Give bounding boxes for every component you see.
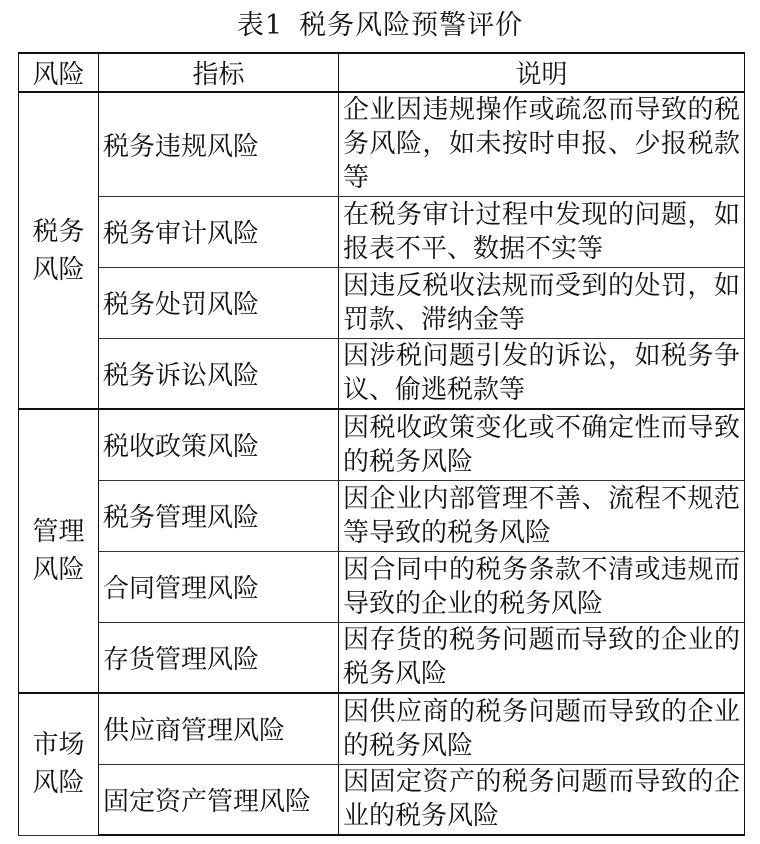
risk-table — [18, 52, 745, 836]
description-cell: 因涉税问题引发的诉讼，如税务争议、偷逃税款等 — [339, 338, 745, 409]
description-cell: 因供应商的税务问题而导致的企业的税务风险 — [339, 693, 745, 764]
table-row — [19, 764, 745, 835]
header-indicator: 指标 — [99, 53, 339, 92]
indicator-cell: 固定资产管理风险 — [99, 764, 339, 835]
table-row — [19, 551, 745, 622]
risk-category-cell — [19, 92, 99, 409]
table-row — [19, 693, 745, 764]
table-row — [19, 480, 745, 551]
indicator-cell: 税务审计风险 — [99, 196, 339, 267]
risk-category-line1: 税务 — [32, 216, 85, 247]
description-cell: 因税收政策变化或不确定性而导致的税务风险 — [339, 409, 745, 480]
risk-category-line2: 风险 — [32, 768, 85, 799]
description-cell: 因固定资产的税务问题而导致的企业的税务风险 — [339, 764, 745, 835]
table-number: 表1 — [236, 10, 284, 41]
risk-category-cell — [19, 409, 99, 693]
description-cell: 在税务审计过程中发现的问题，如报表不平、数据不实等 — [339, 196, 745, 267]
indicator-cell: 供应商管理风险 — [99, 693, 339, 764]
risk-category-line1: 管理 — [32, 517, 85, 547]
header-risk: 风险 — [19, 53, 99, 92]
indicator-cell: 税务违规风险 — [99, 92, 339, 196]
table-row — [19, 92, 745, 196]
header-description: 说明 — [339, 53, 745, 92]
description-cell: 因违反税收法规而受到的处罚，如罚款、滞纳金等 — [339, 267, 745, 338]
table-row — [19, 196, 745, 267]
indicator-cell: 税务管理风险 — [99, 480, 339, 551]
risk-category-line2: 风险 — [32, 254, 85, 285]
table-row — [19, 338, 745, 409]
description-cell: 因合同中的税务条款不清或违规而导致的企业的税务风险 — [339, 551, 745, 622]
indicator-cell: 存货管理风险 — [99, 622, 339, 693]
description-cell: 企业因违规操作或疏忽而导致的税务风险，如未按时申报、少报税款等 — [339, 92, 745, 196]
indicator-cell: 合同管理风险 — [99, 551, 339, 622]
indicator-cell: 税务处罚风险 — [99, 267, 339, 338]
table-title — [0, 6, 760, 46]
description-cell: 因存货的税务问题而导致的企业的税务风险 — [339, 622, 745, 693]
risk-category-cell — [19, 693, 99, 835]
risk-category-line2: 风险 — [32, 555, 85, 585]
table-row — [19, 267, 745, 338]
header-row — [19, 53, 745, 92]
indicator-cell: 税收政策风险 — [99, 409, 339, 480]
table-row — [19, 622, 745, 693]
table-row — [19, 409, 745, 480]
risk-category-line1: 市场 — [32, 730, 85, 761]
table-title-text: 税务风险预警评价 — [299, 10, 524, 41]
description-cell: 因企业内部管理不善、流程不规范等导致的税务风险 — [339, 480, 745, 551]
indicator-cell: 税务诉讼风险 — [99, 338, 339, 409]
